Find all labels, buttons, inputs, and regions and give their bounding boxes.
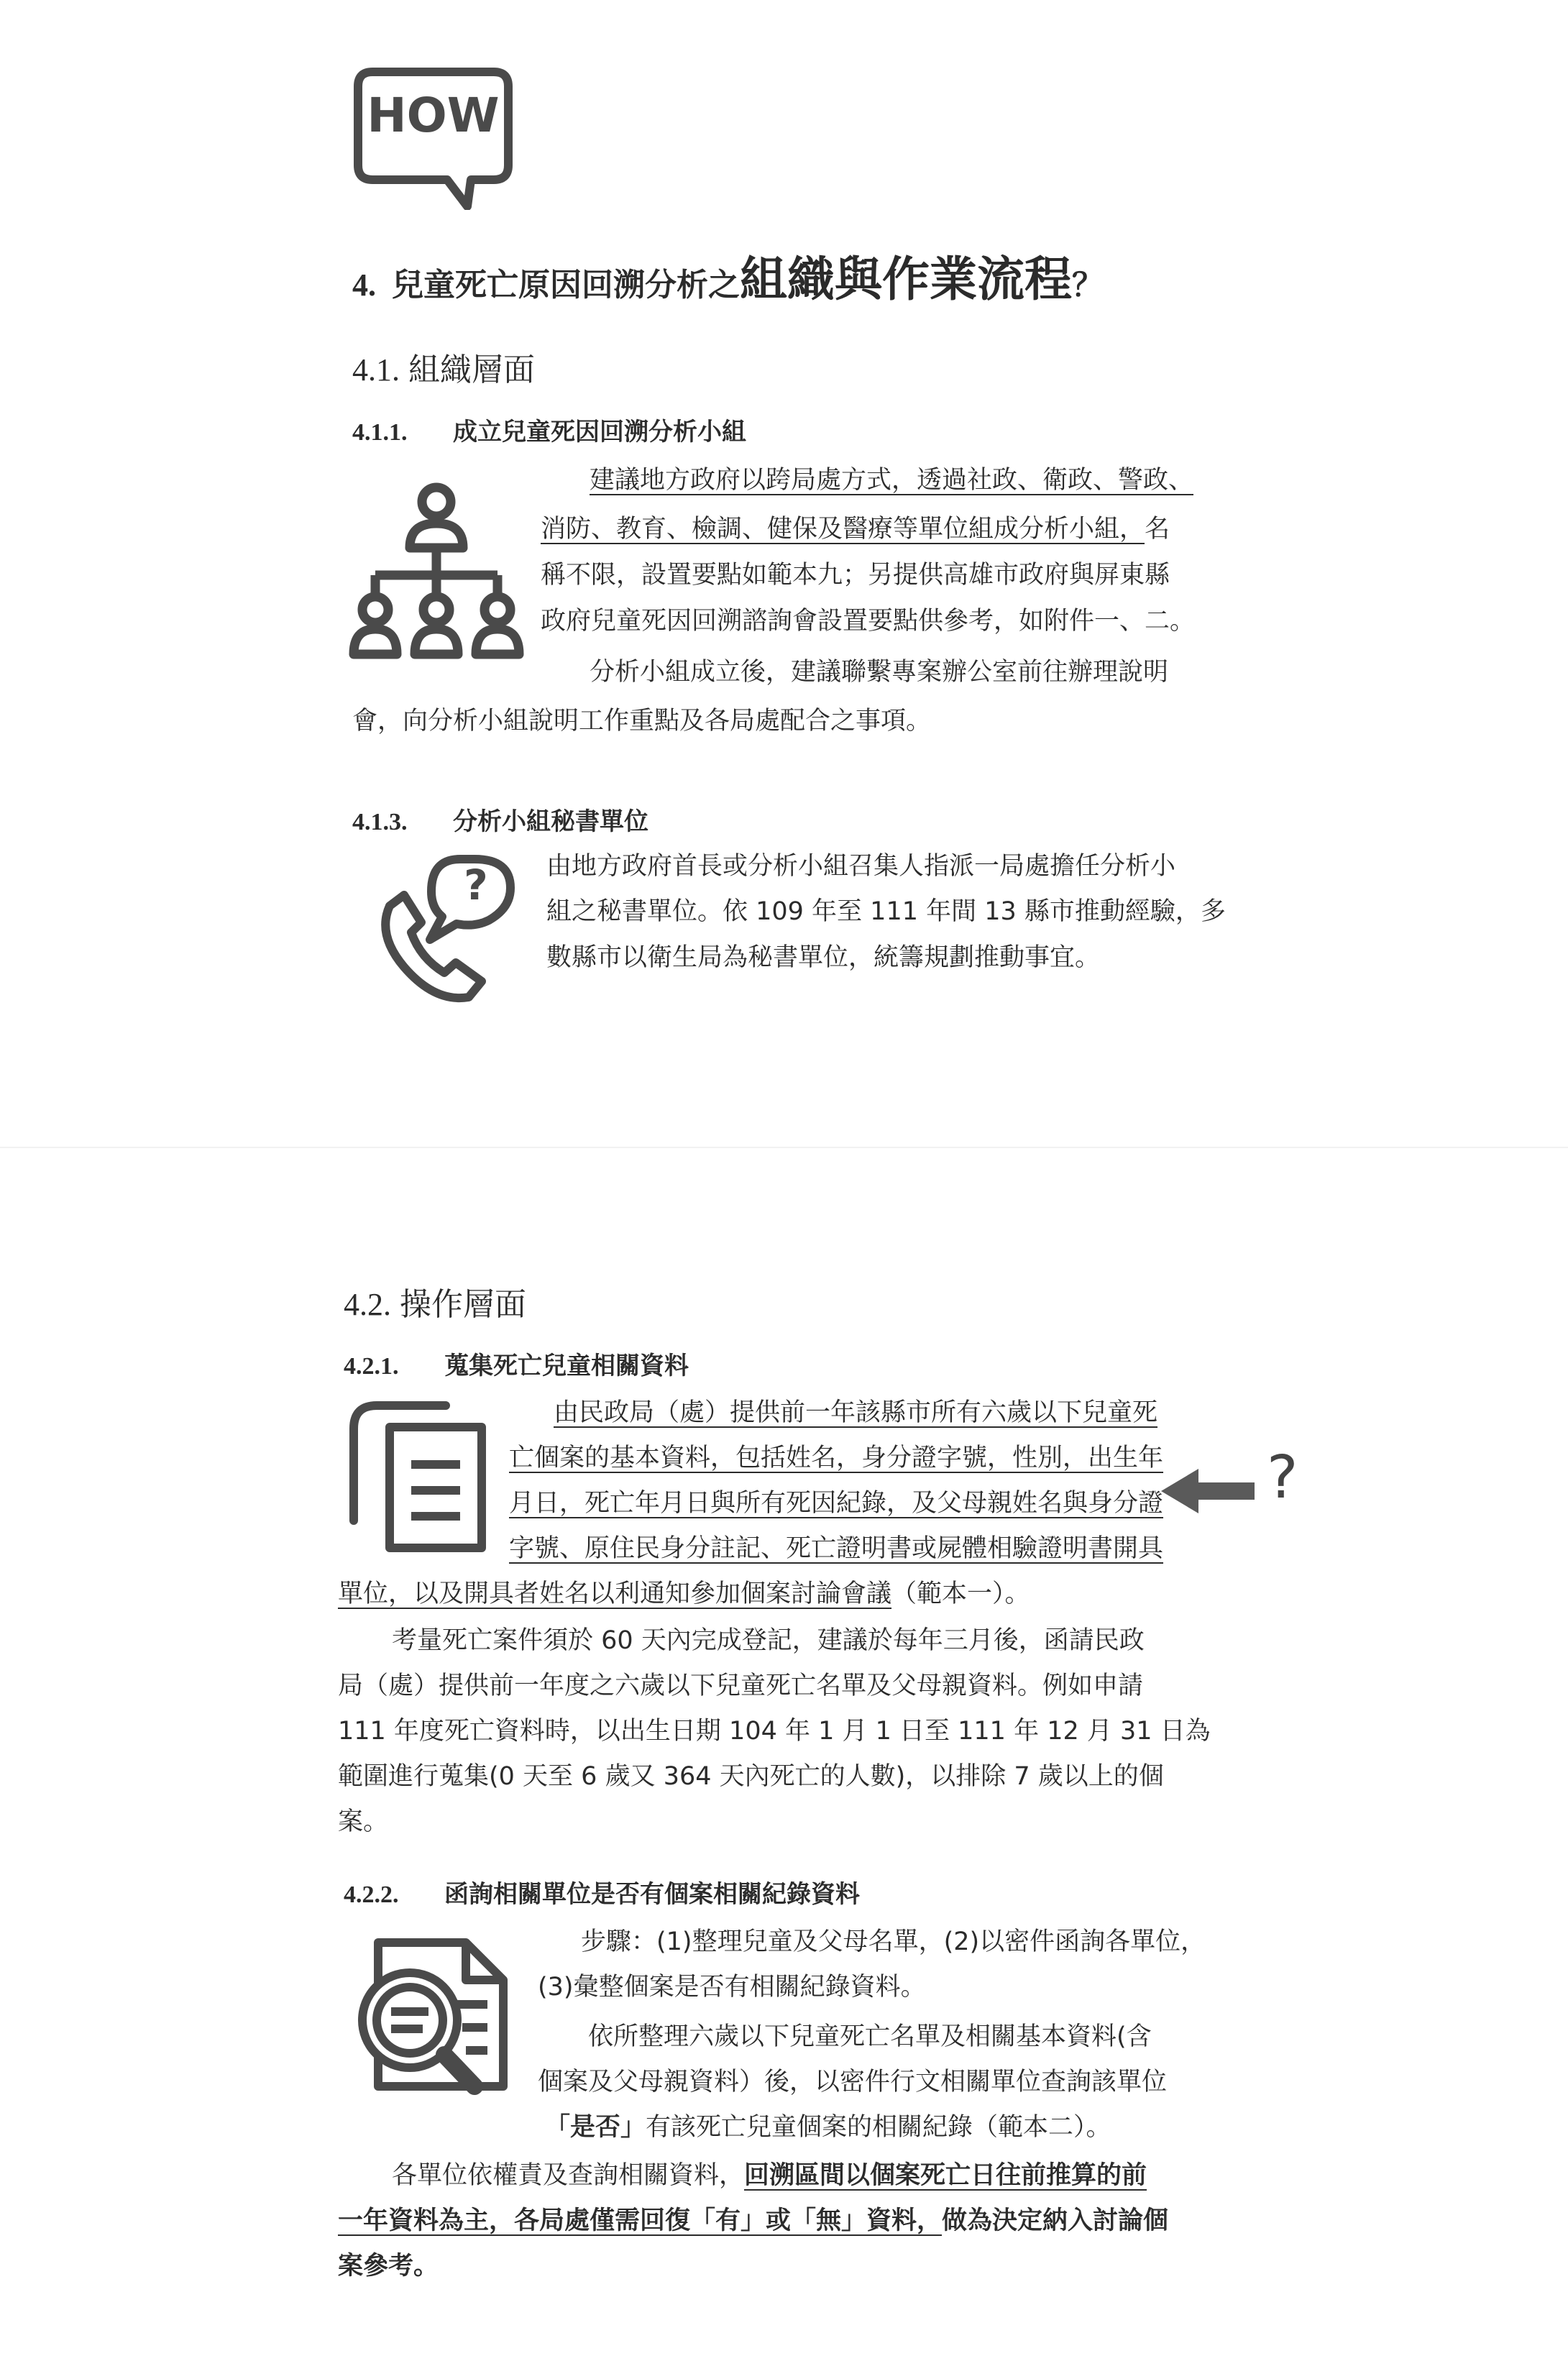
section-title: 操作層面 <box>400 1286 526 1323</box>
subsection-number: 4.2.1. <box>344 1353 399 1380</box>
paragraph-line: 政府兒童死因回溯諮詢會設置要點供參考，如附件一、二。 <box>541 607 1196 636</box>
page-divider <box>0 1147 1568 1148</box>
paragraph-line <box>392 2158 1147 2193</box>
subsection-number: 4.1.1. <box>352 419 408 446</box>
paragraph-line-tail: 名 <box>1145 515 1170 544</box>
how-badge-text: HOW <box>367 88 500 143</box>
paragraph-line: 案參考。 <box>338 2252 439 2280</box>
main-heading-emphasis: 組織與作業流程 <box>740 252 1072 307</box>
paragraph-line: 考量死亡案件須於 60 天內完成登記，建議於每年三月後，函請民政 <box>392 1626 1145 1655</box>
org-chart-icon <box>347 482 526 661</box>
paragraph-line: 會，向分析小組說明工作重點及各局處配合之事項。 <box>352 707 932 735</box>
section-number: 4.1. <box>352 352 400 388</box>
paragraph-line-underlined: 回溯區間以個案死亡日往前推算的前 <box>744 2161 1147 2190</box>
paragraph-line-tail: 做為決定納入討論個 <box>942 2206 1169 2235</box>
subsection-number: 4.1.3. <box>352 809 408 835</box>
paragraph-line: 由民政局（處）提供前一年該縣市所有六歲以下兒童死 <box>554 1398 1158 1427</box>
paragraph-line-underlined: 一年資料為主，各局處僅需回復「有」或「無」資料， <box>338 2206 943 2235</box>
how-speech-bubble-icon <box>352 66 514 210</box>
margin-question-mark: ? <box>1267 1444 1298 1512</box>
paragraph-line: (3)彙整個案是否有相關紀錄資料。 <box>538 1973 926 2002</box>
paragraph-line: 局（處）提供前一年度之六歲以下兒童死亡名單及父母親資料。例如申請 <box>338 1672 1144 1700</box>
paragraph-line: 組之秘書單位。依 109 年至 111 年間 13 縣市推動經驗，多 <box>546 897 1226 926</box>
paragraph-line: 建議地方政府以跨局處方式，透過社政、衛政、警政、 <box>590 466 1194 495</box>
paragraph-line: 數縣市以衛生局為秘書單位，統籌規劃推動事宜。 <box>546 943 1101 972</box>
document-magnifier-icon <box>344 1927 523 2096</box>
arrow-left-icon <box>1161 1469 1255 1513</box>
main-heading <box>352 241 1104 309</box>
paragraph-line-head: 各單位依權責及查詢相關資料， <box>392 2161 745 2190</box>
paragraph-line-tail: 有該死亡兒童個案的相關紀錄（範本二）。 <box>646 2113 1111 2142</box>
section-title: 組織層面 <box>408 352 535 388</box>
section-heading-4-1 <box>352 344 535 390</box>
subsection-heading-4-1-1 <box>352 412 746 447</box>
question-mark-glyph: ? <box>464 861 488 909</box>
paragraph-line <box>338 2203 1168 2239</box>
subsection-number: 4.2.2. <box>344 1881 399 1908</box>
phone-question-icon <box>367 852 532 1014</box>
paragraph-line-bold: 「是否」 <box>545 2113 646 2142</box>
main-heading-number: 4. <box>352 267 376 303</box>
paragraph-line: 分析小組成立後，建議聯繫專案辦公室前往辦理說明 <box>590 658 1169 687</box>
paragraph-line: 亡個案的基本資料，包括姓名，身分證字號，性別，出生年 <box>509 1444 1164 1472</box>
document-copy-icon <box>347 1398 490 1557</box>
main-heading-suffix: ？ <box>1072 267 1104 303</box>
section-heading-4-2 <box>344 1278 526 1324</box>
subsection-heading-4-2-2 <box>344 1874 860 1910</box>
main-heading-prefix: 兒童死亡原因回溯分析之 <box>392 267 740 303</box>
paragraph-line: 依所整理六歲以下兒童死亡名單及相關基本資料(含 <box>588 2022 1152 2051</box>
paragraph-line-tail: （範本一）。 <box>891 1580 1030 1608</box>
paragraph-line <box>338 1576 1030 1612</box>
paragraph-line: 範圍進行蒐集(0 天至 6 歲又 364 天內死亡的人數)，以排除 7 歲以上的個 <box>338 1762 1164 1791</box>
paragraph-line: 字號、原住民身分註記、死亡證明書或屍體相驗證明書開具 <box>509 1534 1164 1563</box>
subsection-heading-4-2-1 <box>344 1346 689 1381</box>
paragraph-line-underlined: 單位，以及開具者姓名以利通知參加個案討論會議 <box>338 1580 892 1608</box>
paragraph-line: 月日，死亡年月日與所有死因紀錄，及父母親姓名與身分證 <box>509 1489 1164 1518</box>
paragraph-line: 案。 <box>338 1807 389 1836</box>
subsection-title: 成立兒童死因回溯分析小組 <box>453 418 746 446</box>
subsection-title: 分析小組秘書單位 <box>453 807 648 836</box>
subsection-title: 蒐集死亡兒童相關資料 <box>444 1352 689 1380</box>
paragraph-line: 稱不限，設置要點如範本九；另提供高雄市政府與屏東縣 <box>541 561 1170 590</box>
paragraph-line: 111 年度死亡資料時，以出生日期 104 年 1 月 1 日至 111 年 12 月 31 日為 <box>338 1717 1211 1746</box>
subsection-heading-4-1-3 <box>352 802 648 837</box>
paragraph-line <box>545 2109 1111 2145</box>
section-number: 4.2. <box>344 1287 391 1322</box>
paragraph-line: 步驟：(1)整理兒童及父母名單，(2)以密件函詢各單位， <box>581 1927 1206 1956</box>
paragraph-line-underlined: 消防、教育、檢調、健保及醫療等單位組成分析小組， <box>541 515 1145 544</box>
paragraph-line: 由地方政府首長或分析小組召集人指派一局處擔任分析小 <box>546 852 1176 881</box>
subsection-title: 函詢相關單位是否有個案相關紀錄資料 <box>444 1880 860 1909</box>
paragraph-line: 個案及父母親資料）後，以密件行文相關單位查詢該單位 <box>538 2068 1168 2096</box>
paragraph-line <box>541 511 1170 547</box>
